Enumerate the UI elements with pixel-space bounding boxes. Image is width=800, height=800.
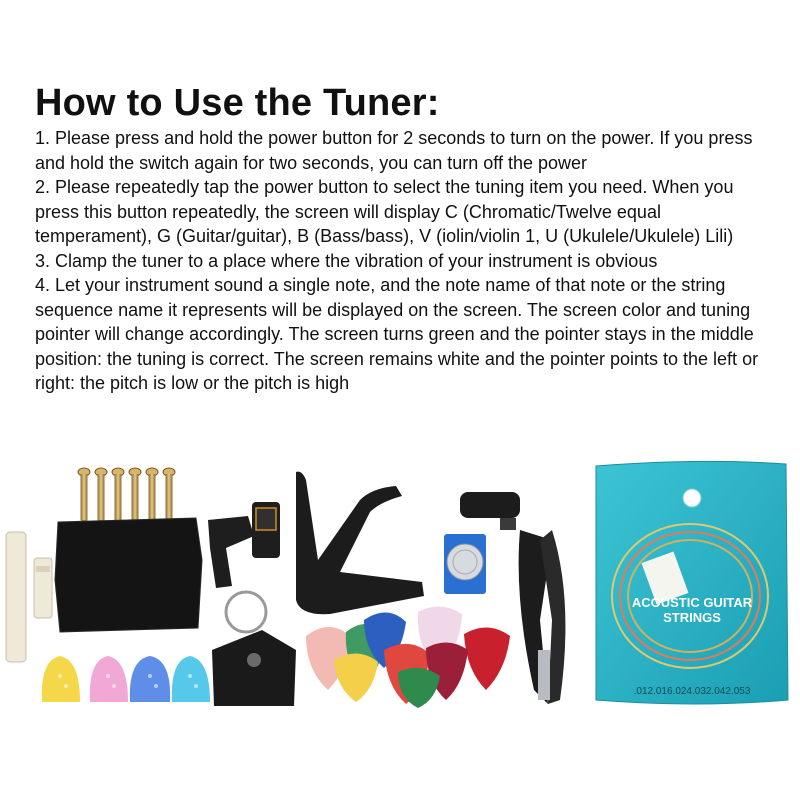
string-gauges-label: .012.016.024.032.042.053 xyxy=(633,686,751,697)
polishing-cloth-icon xyxy=(55,518,202,632)
accessory-kit-photo xyxy=(0,455,800,800)
coin-battery-icon xyxy=(444,534,486,594)
page-heading: How to Use the Tuner: xyxy=(35,82,440,124)
instruction-step-3: 3. Clamp the tuner to a place where the vibration of your instrument is obvious xyxy=(35,250,658,271)
string-pack-subtitle: STRINGS xyxy=(663,610,721,625)
capo-icon xyxy=(296,472,424,615)
instruction-step-2: 2. Please repeatedly tap the power button to select the tuning item you need. When you press this button repeatedly, the screen will display C (Chromatic/Twelve equal temperament), G (Guitar/guitar), B (Bass/bass), V (iolin/violin 1, U (Ukulele/Ukulele) Lili) xyxy=(35,177,734,246)
guitar-pick-icon xyxy=(306,606,510,708)
string-pack-icon xyxy=(596,461,788,704)
string-pack-title: ACOUSTIC GUITAR xyxy=(631,595,753,610)
instruction-step-1: 1. Please press and hold the power button for 2 seconds to turn on the power. If you press and hold the switch again for two seconds, you can turn off the power xyxy=(35,128,753,173)
instructions-text xyxy=(35,126,780,396)
clip-tuner-icon xyxy=(208,502,280,588)
saddle-nut-icon xyxy=(6,532,52,662)
pick-holder-icon xyxy=(212,592,296,706)
instruction-step-4: 4. Let your instrument sound a single note, and the note name of that note or the string sequence name it represents will be displayed on the screen. The screen color and tuning pointer will change accordingly. The screen turns green and the pointer stays in the middle position: the tuning is correct. The screen remains white and the pointer points to the left or right: the pitch is low or the pitch is high xyxy=(35,275,759,393)
finger-protector-icon xyxy=(42,656,210,702)
